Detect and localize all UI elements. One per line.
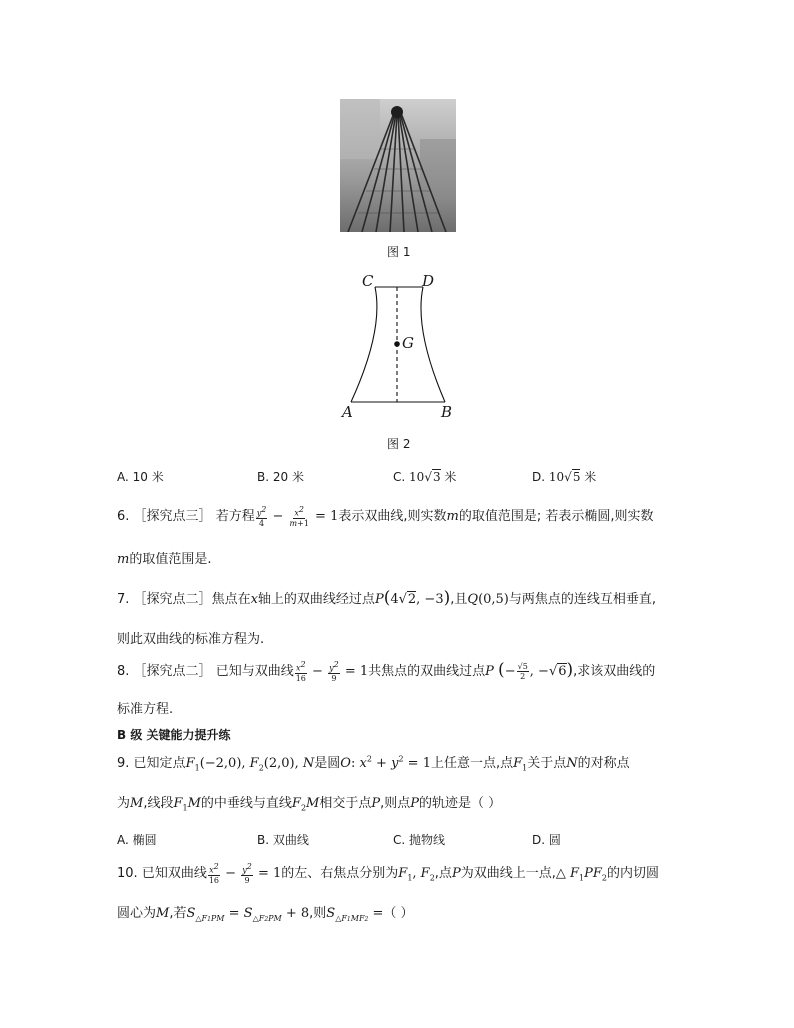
question-text: 表示双曲线,则实数 [338,509,447,524]
question-10: 10. 已知双曲线 $\frac{x^2}{16}$ − $\frac{y^2}{9}$ = 1的左、右焦点分别为$F_1$, $F_2$,点P为双曲线上一点,△ $F_1PF_2$的内切圆 [117,862,659,885]
question-6-cont: m的取值范围是. [117,552,212,567]
question-8-cont [117,698,173,717]
question-text: ,求该双曲线的 [573,664,656,679]
question-text: 的中垂线与直线 [200,796,292,811]
q9-option-c[interactable] [393,831,445,848]
q5-option-d[interactable]: D. 10√5 米 [532,470,597,484]
q5-option-a[interactable] [117,468,164,485]
question-text: 标准方程. [117,702,174,717]
option-letter: C. [393,470,406,484]
fraction-y2-9: $\frac{y^2}{9}$ [242,862,252,885]
question-6: 6. ［探究点三］ 若方程 $\frac{y^2}{4}$ − $\frac{x^2}{m+1}$ = 1表示双曲线,则实数m的取值范围是; 若表示椭圆,则实数 [117,505,654,528]
question-7: 7. ［探究点二］焦点在x轴上的双曲线经过点P(4√2, −3),且Q(0,5)与两焦点的连线互相垂直, [117,588,657,608]
question-9: 9. 已知定点$F_1(-2,0)$, $F_2(2,0)$, N是圆O: $x^2 + y^2 = 1$上任意一点,点$F_1$关于点N的对称点 [117,754,630,773]
option-text: 20 米 [272,470,304,484]
question-text: 圆心为 [117,906,157,921]
option-radicand: 3 [432,470,441,484]
question-number: 6. [117,509,130,524]
figure2-diagram [338,270,460,422]
option-text: 抛物线 [409,833,446,847]
question-tag: ［探究点三］ [133,509,212,524]
label-B: B [441,403,453,421]
question-text: 的轨迹是（ ） [419,796,502,811]
question-text: 的对称点 [577,756,630,771]
option-unit: 米 [440,470,457,484]
option-text: 双曲线 [272,833,309,847]
fraction-x2-16: $\frac{x^2}{16}$ [295,660,306,683]
figure2-caption: 图 2 [387,437,411,451]
question-text: ,且 [450,592,468,607]
question-number: 8. [117,664,130,679]
question-text: ,线段 [143,796,174,811]
question-text: 已知与双曲线 [215,664,294,679]
option-unit: 米 [580,470,597,484]
question-text: ,若 [169,906,187,921]
question-text: 共焦点的双曲线过点 [368,664,486,679]
option-text: 椭圆 [132,833,157,847]
label-D: D [422,272,435,290]
fraction-x2-m1: $\frac{x^2}{m+1}$ [289,505,309,528]
option-letter: A. [117,470,129,484]
figure1-caption: 图 1 [387,245,411,259]
question-text: 关于点 [527,756,567,771]
option-coef: 10 [409,470,425,484]
question-text: 与两焦点的连线互相垂直, [508,592,657,607]
question-9-cont: 为M,线段$F_1M$的中垂线与直线$F_2M$相交于点P,则点P的轨迹是（ ） [117,796,502,813]
question-text: 已知定点 [133,756,186,771]
option-letter: C. [393,833,406,847]
option-letter: D. [532,833,546,847]
question-text: 焦点在 [211,592,251,607]
option-letter: B. [257,470,270,484]
label-C: C [362,272,374,290]
question-text: ,则 [309,906,327,921]
question-number: 7. [117,592,130,607]
question-number: 9. [117,756,130,771]
fraction-sqrt5-2: $\frac{√5}{2}$ [517,662,528,681]
question-7-cont [117,628,264,647]
question-text: 是圆 [314,756,341,771]
question-text: 轴上的双曲线经过点 [257,592,375,607]
q5-option-c[interactable]: C. 10√3 米 [393,470,457,484]
question-text: 则此双曲线的标准方程为. [117,632,265,647]
q9-option-a[interactable] [117,831,157,848]
question-text: 的内切圆 [606,866,659,881]
option-letter: A. [117,833,129,847]
question-text: 若方程 [215,509,255,524]
question-text: 为双曲线上一点, [460,866,556,881]
option-radicand: 5 [572,470,581,484]
question-number: 10. [117,866,138,881]
option-letter: B. [257,833,270,847]
fraction-y2-9: $\frac{y^2}{9}$ [329,660,339,683]
q9-option-b[interactable] [257,831,309,848]
option-letter: D. [532,470,546,484]
question-text: ,点 [434,866,452,881]
question-10-cont: 圆心为M,若$S_{\triangle F1PM} = S_{\triangle F2PM} + 8$,则$S_{\triangle F1MF2}$ =（ ） [117,906,414,923]
label-A: A [342,403,353,421]
question-text: 的取值范围是; 若表示椭圆,则实数 [458,509,654,524]
question-text: （ ） [383,906,414,921]
question-text: 相交于点 [319,796,372,811]
option-coef: 10 [548,470,565,484]
section-heading: B 级 关键能力提升练 [117,728,231,742]
question-text: 为 [117,796,131,811]
option-text: 10 米 [132,470,164,484]
question-text: 的左、右焦点分别为 [281,866,399,881]
fraction-x2-16: $\frac{x^2}{16}$ [208,862,220,885]
q9-option-d[interactable] [532,831,561,848]
question-text: 上任意一点,点 [430,756,514,771]
question-text: 的取值范围是. [129,552,212,567]
question-8: 8. ［探究点二］ 已知与双曲线 $\frac{x^2}{16}$ − $\frac{y^2}{9}$ = 1共焦点的双曲线过点P (− $\frac{√5}{2}$ , −√6),求该双曲线的 [117,660,656,683]
label-G: G [402,334,414,352]
question-text: 已知双曲线 [141,866,207,881]
question-tag: ［探究点二］ [133,664,212,679]
question-text: ,则点 [380,796,411,811]
figure1-photo [340,99,456,232]
option-text: 圆 [548,833,561,847]
q5-option-b[interactable] [257,468,304,485]
fraction-y2-4: $\frac{y^2}{4}$ [256,505,267,528]
question-tag: ［探究点二］ [133,592,212,607]
